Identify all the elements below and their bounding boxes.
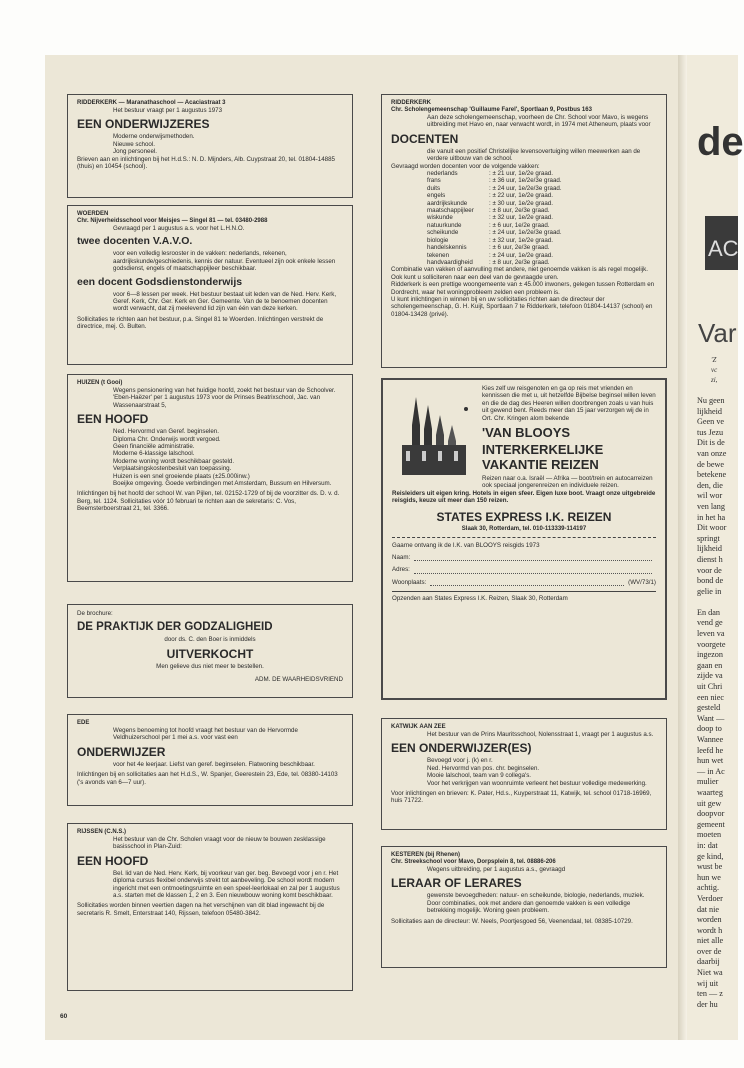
cathedral-illustration [392, 385, 474, 477]
next-page-line: En dan [697, 607, 720, 617]
ad-katwijk-mauritsschool: KATWIJK AAN ZEE Het bestuur van de Prins Mauritsschool, Nolensstraat 1, vraagt per 1 augustus a.s. EEN ONDERWIJZER(ES) Bevoegd voor j. (k) en r. Ned. Hervormd van pos. chr. beginselen. Mooie lalschool, team van 9 collega's. Voor het verkrijgen van woonruimte verleent het bestuur volledige medewerking. Voor inlichtingen en brieven: K. Pater, Hd.s., Kuyperstraat 11, Katwijk, tel. school 01718-16969, huis 71722. [381, 718, 667, 830]
next-page-line: mulier [697, 777, 719, 787]
subject-hours: : ± 6 uur, 2e/3e graad. [489, 244, 550, 252]
ad-title: EEN HOOFD [77, 853, 149, 868]
next-page-line: Dit woor [697, 523, 727, 533]
next-page-line: niet alle [697, 936, 724, 946]
subject-row [391, 170, 657, 177]
woonplaats-field[interactable]: Woonplaats: (WV/73/1) [392, 578, 656, 586]
next-page-big-heading: de [697, 120, 744, 164]
company-name: STATES EXPRESS I.K. REIZEN [436, 509, 612, 524]
ad-title: DOCENTEN [391, 131, 459, 146]
next-page-line: in het ha [697, 512, 726, 522]
next-page-line: moeten [697, 830, 722, 840]
ad-rijssen-cns: RIJSSEN (C.N.S.) Het bestuur van de Chr. Scholen vraagt voor de nieuw te bouwen zesklassige basisschool in Plan-Zuid: EEN HOOFD Bel. lid van de Ned. Herv. Kerk, bij voorkeur van ger. beg. Bevoegd voor j en r. Het diploma cursus flexibel onderwijs strekt tot aanbeveling. De school wordt modern ingericht met een ontmoetingsruimte en een speel-leerlokaal en zal per 1 augustus a.s. starten met de klassen 1, 2 en 3. Een nieuwbouw woning komt beschikbaar. Sollicitaties worden binnen veertien dagen na het verschijnen van dit blad ingewacht bij de secretaris R. Smelt, Enterstraat 140, Rijssen, telefoon 05480-3842. [67, 823, 353, 991]
next-page-line: vend ge [697, 618, 723, 628]
next-page-line: gelie in [697, 586, 722, 596]
naam-field[interactable]: Naam: [392, 554, 656, 561]
ad-ridderkerk-guillaume-farel: RIDDERKERK Chr. Scholengemeenschap 'Guillaume Farel', Sportlaan 9, Postbus 163 Aan deze scholengemeenschap, voorheen de Chr. School voor Mavo, is wegens uitbreiding met Havo en, naar verwacht wordt, in 1974 met Atheneum, plaats voor DOCENTEN die vanuit een positief Christelijke levensovertuiging willen meewerken aan de verdere uitbouw van de school. Gevraagd worden docenten voor de volgende vakken: nederlands : ± 21 uur, 1e/2e graad. frans : ± 36 uur, 1e/2e/3e graad. duits : ± 24 uur, 1e/2e/3e graad. engels : ± 22 uur, 1e/2e graad. aardrijkskunde : ± 30 uur, 1e/2e graad. maatschappijleer : ± 8 uur, 2e/3e graad. wiskunde : ± 32 uur, 1e/2e graad. natuurkunde : ± 6 uur, 1e/2e graad. scheikunde : ± 24 uur, 1e/2e/3e graad. biologie : ± 32 uur, 1e/2e graad. handelskennis : ± 6 uur, 2e/3e graad. tekenen : ± 24 uur, 1e/2e graad. handvaardigheid : ± 8 uur, 2e/3e graad. Combinatie van vakken of aanvulling met andere, niet genoemde vakken is als regel mogelijk. Ook kunt u solliciteren naar een deel van de gevraagde uren. Ridderkerk is een prettige woongemeente van ± 45.000 inwoners, gelegen tussen Rotterdam en Dordrecht, waar het woningprobleem zelden een probleem is. U kunt inlichtingen in winnen bij en uw sollicitaties richten aan de directeur der scholengemeenschap, G. H. Kuijt, Sportlaan 7 te Ridderkerk, telefoon 01804-14137 (school) en 01804-13428 (privé). [381, 94, 667, 368]
next-page-line: de bewe [697, 459, 725, 469]
subject-row [391, 214, 657, 221]
ad-title: EEN ONDERWIJZERES [77, 117, 210, 132]
next-page-line: Nu geen [697, 396, 725, 405]
subject-hours: : ± 24 uur, 1e/2e/3e graad. [489, 184, 562, 192]
subject-name: nederlands [427, 170, 458, 178]
next-page-line: zijde va [697, 671, 723, 681]
next-page-line [697, 597, 738, 608]
next-page-line: in: dat [697, 840, 718, 850]
subject-name: biologie [427, 236, 449, 244]
ad-location: RIDDERKERK — Maranathaschool — Acaciastraat 3 [77, 100, 226, 106]
ad-title: ONDERWIJZER [77, 744, 166, 759]
next-page-line: wij uit [697, 978, 719, 988]
ad-brochure-godzaligheid: De brochure: DE PRAKTIJK DER GODZALIGHEID door ds. C. den Boer is inmiddels UITVERKOCHT Men gelieve dus niet meer te bestellen. ADM. DE WAARHEIDSVRIEND [67, 604, 353, 698]
next-page-line: ven lang [697, 501, 725, 511]
next-page-line: voorgete [697, 639, 726, 649]
next-page-line: doop to [697, 724, 722, 734]
subject-row [391, 207, 657, 214]
ad-woerden-nijverheidsschool: WOERDEN Chr. Nijverheidsschool voor Meisjes — Singel 81 — tel. 03480-2988 Gevraagd per 1 augustus a.s. voor het L.H.N.O. twee docenten V.A.V.O. voor een volledig lesrooster in de vakken: nederlands, rekenen, aardrijkskunde/geschiedenis, kennis der natuur. Eventueel zijn ook enkele lessen godsdienst, engels of maatschappijleer beschikbaar. een docent Godsdienstonderwijs voor 6—8 lessen per week. Het bestuur bestaat uit leden van de Ned. Herv. Kerk, Geref. Kerk, Chr. Ger. Kerk en Ger. Gemeente. Van de te benoemen docenten wordt verwacht, dat zij meelevend lid zijn van één van deze kerken. Sollicitaties te richten aan het bestuur, p.a. Singel 81 te Woerden. Inlichtingen verstrekt de directrice, mej. G. Bulten. [67, 205, 353, 365]
next-page-line: dienst h [697, 554, 723, 564]
subject-hours: : ± 24 uur, 1e/2e graad. [489, 251, 553, 259]
next-page-line: Verdoer [697, 893, 723, 903]
subject-name: maatschappijleer [427, 207, 474, 215]
next-page-line: leefd he [697, 745, 724, 755]
subject-name: duits [427, 184, 441, 192]
subject-hours: : ± 32 uur, 1e/2e graad. [489, 236, 553, 244]
subject-row [391, 252, 657, 259]
next-page-line: wil wor [697, 491, 723, 501]
next-page-line: gemeent [697, 819, 725, 829]
subject-row [391, 192, 657, 199]
next-page-line: Wannee [697, 735, 724, 744]
next-page-line: dat nie [697, 904, 720, 914]
subject-row [391, 259, 657, 266]
next-page-line: wordt h [697, 925, 723, 935]
next-page-line: voor de [697, 565, 722, 575]
subject-hours: : ± 30 uur, 1e/2e graad. [489, 199, 553, 207]
status-label: UITVERKOCHT [166, 646, 254, 661]
next-page-line: springt [697, 533, 720, 543]
next-page-line: achtig. [697, 883, 720, 893]
ad-kesteren-streekschool: KESTEREN (bij Rhenen) Chr. Streekschool voor Mavo, Dorpsplein 8, tel. 08886-206 Wegens uitbreiding, per 1 augustus a.s., gevraagd LERAAR OF LERARES gewenste bevoegdheden: natuur- en scheikunde, biologie, nederlands, muziek. Door combinaties, ook met andere dan genoemde vakken is een volledige betrekking mogelijk. Woning geen probleem. Sollicitaties aan de directeur: W. Neels, Poortjesgoed 56, Veenendaal, tel. 08385-10729. [381, 846, 667, 968]
subject-hours: : ± 6 uur, 1e/2e graad. [489, 221, 550, 229]
next-page-line: Dit is de [697, 438, 725, 448]
next-page-line: — in Ac [697, 766, 725, 776]
page-number: 60 [60, 1013, 68, 1020]
subject-name: frans [427, 177, 441, 185]
next-page-dark-box: AC [705, 216, 738, 270]
next-page-line: waarteg [697, 787, 723, 797]
subject-hours: : ± 8 uur, 2e/3e graad. [489, 207, 550, 215]
next-page-line: der hu [697, 999, 718, 1009]
next-page-line: doopvor [697, 809, 725, 819]
next-page-line: gesteld [697, 703, 721, 713]
ad-title: LERAAR OF LERARES [391, 876, 522, 891]
next-page-line: Want — [697, 713, 725, 723]
next-page-line: uit Chri [697, 682, 723, 692]
subject-row [391, 185, 657, 192]
next-page-line: den, die [697, 480, 723, 490]
subject-hours: : ± 21 uur, 1e/2e graad. [489, 170, 553, 178]
ad-title: EEN ONDERWIJZER(ES) [391, 741, 532, 756]
subject-hours: : ± 24 uur, 1e/2e/3e graad. [489, 229, 562, 237]
subject-row [391, 244, 657, 251]
next-page-line: tus Jezu [697, 427, 724, 437]
next-page-line: leven va [697, 629, 725, 639]
subject-row [391, 177, 657, 184]
next-page-line: hun wet [697, 756, 724, 766]
subject-row [391, 200, 657, 207]
next-page-line: worden [697, 915, 722, 925]
subject-name: handelskennis [427, 244, 467, 252]
next-page-line: lijkheid [697, 544, 723, 554]
ad-title: DE PRAKTIJK DER GODZALIGHEID [77, 621, 273, 634]
next-page-line: lijkheid [697, 406, 723, 416]
ad-van-blooys-reizen: Kies zelf uw reisgenoten en ga op reis met vrienden en kennissen die met u, uit hetzelfde Bijbelse beginsel willen leven en die de dag des Heeren willen doorbrengen zoals u van huis uit gewend bent. Reeds meer dan 15 jaar verzorgen wij de in Ort. Chr. Kringen alom bekende 'VAN BLOOYS INTERKERKELIJKE VAKANTIE REIZEN Reizen naar o.a. Israël — Afrika — boot/trein en autocarreizen ook speciaal jongerenreizen en individuele reizen. Reisleiders uit eigen kring. Hotels in eigen sfeer. Eigen luxe boot. Vraagt onze uitgebreide reisgids, keuze uit meer dan 150 reizen. STATES EXPRESS I.K. REIZEN Slaak 30, Rotterdam, tel. 010-113339-114197 Gaarne ontvang ik de I.K. van BLOOYS reisgids 1973 Naam: Adres: Woonplaats: (WV/73/1) Opzenden aan States Express I.K. Reizen, Slaak 30, Rotterdam [381, 378, 667, 700]
next-page-line: hun we [697, 872, 721, 882]
next-page-article-title: Var [698, 318, 737, 348]
next-page-line: Niet wa [697, 968, 723, 978]
next-page-line: daarbij [697, 957, 720, 967]
subject-hours: : ± 36 uur, 1e/2e/3e graad. [489, 177, 562, 185]
subject-name: handvaardigheid [427, 258, 473, 266]
subject-list [391, 170, 657, 266]
ad-title: EEN HOOFD [77, 412, 149, 427]
subject-hours: : ± 32 uur, 1e/2e graad. [489, 214, 553, 222]
next-page-line: ge kind, [697, 851, 724, 861]
subject-name: wiskunde [427, 214, 453, 222]
ad-ede-veldhuizerschool: EDE Wegens benoeming tot hoofd vraagt het bestuur van de Hervormde Veldhuizerschool per 1 mei a.s. voor vast een ONDERWIJZER voor het 4e leerjaar. Liefst van geref. beginselen. Flatwoning beschikbaar. Inlichtingen bij en sollicitaties aan het H.d.S., W. Spanjer, Geerestein 23, Ede, tel. 08380-14103 ('s avonds van 6—7 uur). [67, 714, 353, 806]
next-page-line: gaan en [697, 660, 723, 670]
next-page-line: ten — z [697, 989, 723, 999]
subject-name: engels [427, 192, 446, 200]
next-page-line: van onze [697, 448, 727, 458]
next-page-line: betekene [697, 470, 727, 480]
ad-ridderkerk-maranathaschool: RIDDERKERK — Maranathaschool — Acaciastraat 3 Het bestuur vraagt per 1 augustus 1973 EEN ONDERWIJZERES Moderne onderwijsmethoden. Nieuwe school. Jong personeel. Brieven aan en inlichtingen bij het H.d.S.: N. D. Mijnders, Alb. Cuypstraat 20, tel. 01804-14885 (thuis) en 10454 (school). [67, 94, 353, 198]
ad-title: twee docenten V.A.V.O. [77, 235, 193, 248]
subject-row [391, 237, 657, 244]
next-page-line: een niec [697, 692, 725, 702]
subject-row [391, 222, 657, 229]
cut-line [392, 537, 656, 538]
subject-name: tekenen [427, 251, 450, 259]
ad-huizen-beatrixschool: HUIZEN (t Gooi) Wegens pensionering van het huidige hoofd, zoekt het bestuur van de Schoolver. 'Eben-Haëzer' per 1 augustus 1973 voor de Prinses Beatrixschool, Jac. van Wassenaarstraat 5, EEN HOOFD Ned. Hervormd van Geref. beginselen. Diploma Chr. Onderwijs wordt vergoed. Geen financiële administratie. Moderne 6-klassige lalschool. Moderne woning wordt beschikbaar gesteld. Verplaatsingskostenbesluit van toepassing. Huizen is een snel groeiende plaats (±25.000inw.) Boeijke omgeving. Goede verbindingen met Amsterdam, Bussum en Hilversum. Inlichtingen bij het hoofd der school W. van Pijlen, tel. 02152-1729 of bij de voorzitter ds. D. v. d. Berg, tel. 1124. Sollicitaties vóór 10 februari te richten aan de sekretaris: C. Vos, Beemsterboerstraat 21, tel. 3366. [67, 374, 353, 582]
next-page-line: bond de [697, 576, 724, 586]
subject-hours: : ± 8 uur, 2e/3e graad. [489, 258, 550, 266]
next-page-line: over de [697, 946, 722, 956]
subject-name: aardrijkskunde [427, 199, 468, 207]
next-page-line: uit gew [697, 798, 722, 808]
next-page-line: Geen ve [697, 417, 725, 427]
adres-field[interactable]: Adres: [392, 566, 656, 573]
ad-title: een docent Godsdienstonderwijs [77, 275, 243, 288]
subject-name: natuurkunde [427, 221, 462, 229]
subject-row [391, 229, 657, 236]
next-page-line: wust be [697, 862, 723, 872]
subject-hours: : ± 22 uur, 1e/2e graad. [489, 192, 553, 200]
next-page-text-column [697, 396, 738, 1010]
brand-name: 'VAN BLOOYS [482, 425, 571, 441]
next-page-line: ingezon [697, 650, 723, 660]
subject-name: scheikunde [427, 229, 459, 237]
